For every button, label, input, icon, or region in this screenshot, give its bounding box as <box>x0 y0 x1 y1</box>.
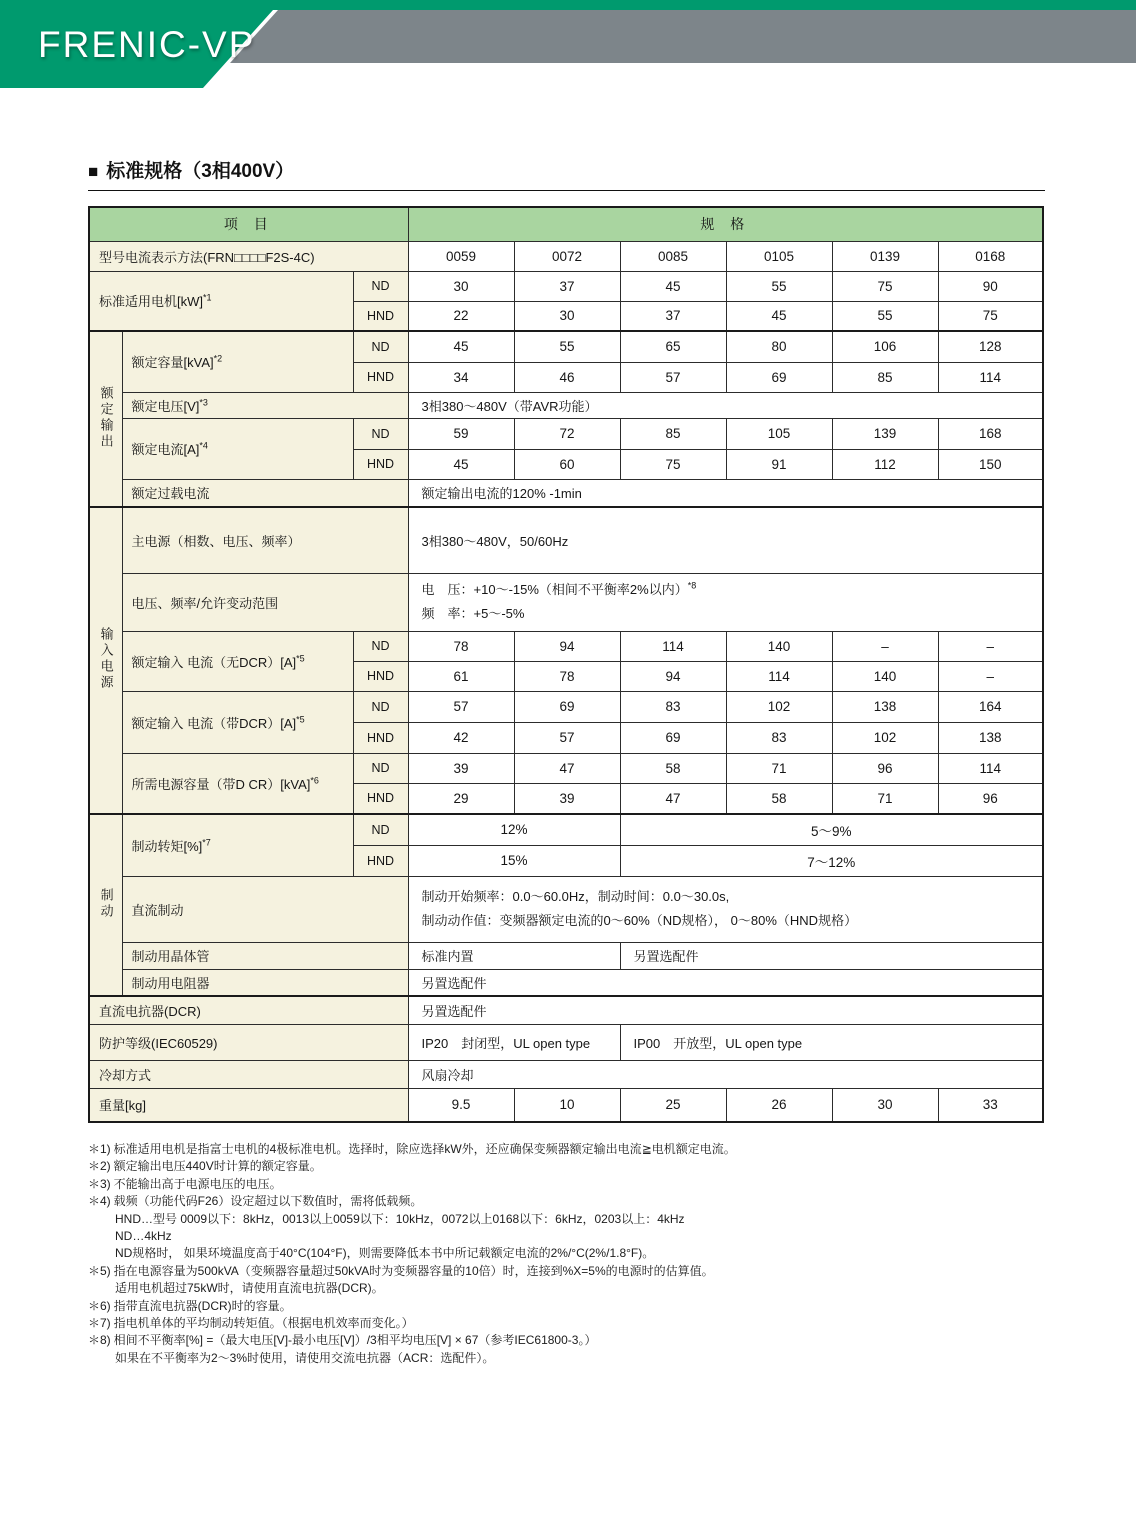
input-dcr-nd-value: 83 <box>620 691 726 722</box>
nd-label: ND <box>353 631 408 661</box>
section-rated-output <box>89 331 122 507</box>
fluctuation-line1-text: 电 压：+10～-15%（相间不平衡率2%以内） <box>421 581 688 597</box>
footnote-8-subline: 如果在不平衡率为2～3%时使用，请使用交流电抗器（ACR：选配件）。 <box>115 1350 495 1365</box>
required-capacity-hnd-value: 29 <box>408 783 514 814</box>
input-dcr-hnd-value: 57 <box>514 722 620 753</box>
hnd-label: HND <box>353 661 408 691</box>
model-value: 0105 <box>726 241 832 271</box>
braking-torque-nd-row <box>89 814 1043 845</box>
current-nd-row <box>89 418 1043 449</box>
input-no-dcr-hnd-value: 94 <box>620 661 726 691</box>
section-input-power <box>89 507 122 814</box>
dc-braking-value <box>408 876 1043 942</box>
nd-label: ND <box>353 691 408 722</box>
protection-left: IP20 封闭型，UL open type <box>408 1024 620 1060</box>
required-capacity-nd-value: 58 <box>620 753 726 783</box>
voltage-row-label <box>122 392 408 418</box>
footnote-4 <box>88 1193 1078 1210</box>
current-nd-value: 59 <box>408 418 514 449</box>
motor-label-text: 标准适用电机[kW] <box>99 294 203 310</box>
required-capacity-label-sup: *6 <box>310 775 319 786</box>
nd-label: ND <box>353 814 408 845</box>
nd-label: ND <box>353 271 408 301</box>
capacity-hnd-value: 114 <box>938 362 1043 392</box>
capacity-nd-value: 106 <box>832 331 938 362</box>
hnd-label: HND <box>353 301 408 331</box>
fluctuation-line2: 频 率：+5～-5% <box>421 606 525 621</box>
braking-resistor-value: 另置选配件 <box>408 969 1043 996</box>
motor-hnd-value: 55 <box>832 301 938 331</box>
capacity-nd-value: 45 <box>408 331 514 362</box>
weight-value: 25 <box>620 1088 726 1122</box>
spec-table <box>88 206 1044 1123</box>
input-no-dcr-hnd-value: 114 <box>726 661 832 691</box>
dcr-value: 另置选配件 <box>408 996 1043 1024</box>
required-capacity-hnd-value: 58 <box>726 783 832 814</box>
braking-torque-nd-left: 12% <box>408 814 620 845</box>
hnd-label: HND <box>353 362 408 392</box>
current-hnd-value: 150 <box>938 449 1043 479</box>
mains-row-label: 主电源（相数、电压、频率） <box>122 507 408 573</box>
current-hnd-value: 45 <box>408 449 514 479</box>
footnote-8-text: 相间不平衡率[%] =（最大电压[V]-最小电压[V]）/3相平均电压[V] × 67（参考IEC61800-3。） <box>113 1333 597 1348</box>
footnote-4-subline: ND规格时， 如果环境温度高于40°C(104°F)，则需要降低本书中所记载额定电流的2%/°C(2%/1.8°F)。 <box>115 1246 655 1261</box>
required-capacity-label-text: 所需电源容量（带D CR）[kVA] <box>131 776 311 792</box>
braking-torque-hnd-left: 15% <box>408 845 620 876</box>
motor-nd-value: 55 <box>726 271 832 301</box>
footnote-6 <box>88 1298 1078 1315</box>
motor-nd-value: 90 <box>938 271 1043 301</box>
capacity-hnd-value: 69 <box>726 362 832 392</box>
input-dcr-hnd-value: 42 <box>408 722 514 753</box>
nd-label: ND <box>353 331 408 362</box>
footnote-5 <box>88 1263 1078 1280</box>
cooling-row-label: 冷却方式 <box>89 1060 408 1088</box>
footnote-6-marker: ＊6) <box>88 1298 111 1313</box>
required-capacity-nd-value: 114 <box>938 753 1043 783</box>
required-capacity-nd-row <box>89 753 1043 783</box>
protection-row <box>89 1024 1043 1060</box>
hnd-label: HND <box>353 845 408 876</box>
dcr-row-label: 直流电抗器(DCR) <box>89 996 408 1024</box>
input-no-dcr-hnd-value: – <box>938 661 1043 691</box>
input-dcr-label-sup: *5 <box>296 714 305 725</box>
input-dcr-nd-row <box>89 691 1043 722</box>
footnote-7-text: 指电机单体的平均制动转矩值。（根据电机效率而变化。） <box>113 1315 414 1330</box>
footnote-4-text: 载频（功能代码F26）设定超过以下数值时，需将低载频。 <box>113 1194 423 1209</box>
input-dcr-nd-value: 57 <box>408 691 514 722</box>
current-row-label <box>122 418 353 479</box>
motor-hnd-value: 45 <box>726 301 832 331</box>
weight-row-label: 重量[kg] <box>89 1088 408 1122</box>
weight-value: 26 <box>726 1088 832 1122</box>
model-value: 0072 <box>514 241 620 271</box>
model-row-label: 型号电流表示方法(FRN□□□□F2S-4C) <box>89 241 408 271</box>
input-dcr-hnd-value: 138 <box>938 722 1043 753</box>
input-dcr-nd-value: 138 <box>832 691 938 722</box>
dc-braking-row <box>89 876 1043 942</box>
dc-braking-line1: 制动开始频率：0.0～60.0Hz，制动时间：0.0～30.0s, <box>421 888 730 904</box>
input-no-dcr-label-text: 额定输入 电流（无DCR）[A] <box>131 654 297 670</box>
fluctuation-line1 <box>422 578 1037 602</box>
dc-braking-line2: 制动动作值：变频器额定电流的0～60%（ND规格）， 0～80%（HND规格） <box>421 913 858 928</box>
footnote-1-marker: ＊1) <box>88 1142 111 1156</box>
voltage-value: 3相380～480V（带AVR功能） <box>408 392 1043 418</box>
current-hnd-value: 75 <box>620 449 726 479</box>
required-capacity-nd-value: 47 <box>514 753 620 783</box>
braking-torque-label-text: 制动转矩[%] <box>131 838 203 854</box>
braking-torque-hnd-right: 7～12% <box>620 845 1043 876</box>
hnd-label: HND <box>353 722 408 753</box>
overload-row <box>89 479 1043 507</box>
motor-nd-value: 30 <box>408 271 514 301</box>
required-capacity-nd-value: 96 <box>832 753 938 783</box>
input-no-dcr-nd-value: 114 <box>620 631 726 661</box>
dcr-row <box>89 996 1043 1024</box>
footnote-6-text: 指带直流电抗器(DCR)时的容量。 <box>113 1298 292 1313</box>
cooling-value: 风扇冷却 <box>408 1060 1043 1088</box>
input-no-dcr-nd-value: 78 <box>408 631 514 661</box>
motor-nd-value: 37 <box>514 271 620 301</box>
footnote-2 <box>88 1158 1078 1175</box>
footnote-3-marker: ＊3) <box>88 1176 111 1191</box>
input-dcr-nd-value: 164 <box>938 691 1043 722</box>
input-no-dcr-hnd-value: 61 <box>408 661 514 691</box>
section-braking-text: 制动 <box>98 887 114 920</box>
current-hnd-value: 91 <box>726 449 832 479</box>
nd-label: ND <box>353 418 408 449</box>
motor-hnd-value: 30 <box>514 301 620 331</box>
required-capacity-hnd-value: 47 <box>620 783 726 814</box>
page-title-text: 标准规格（3相400V） <box>106 161 295 182</box>
input-no-dcr-label-sup: *5 <box>296 653 305 664</box>
footnote-2-text: 额定输出电压440V时计算的额定容量。 <box>113 1159 322 1174</box>
input-dcr-hnd-value: 83 <box>726 722 832 753</box>
capacity-nd-value: 55 <box>514 331 620 362</box>
footnote-5-text: 指在电源容量为500kVA（变频器容量超过50kVA时为变频器容量的10倍）时，连接到%X=5%的电源时的估算值。 <box>113 1263 714 1278</box>
braking-transistor-left: 标准内置 <box>408 942 620 969</box>
current-hnd-value: 112 <box>832 449 938 479</box>
motor-hnd-value: 22 <box>408 301 514 331</box>
footnote-5-subline: 适用电机超过75kW时，请使用直流电抗器(DCR)。 <box>115 1281 384 1296</box>
mains-row <box>89 507 1043 573</box>
mains-value: 3相380～480V，50/60Hz <box>408 507 1043 573</box>
input-no-dcr-nd-value: 94 <box>514 631 620 661</box>
motor-hnd-value: 37 <box>620 301 726 331</box>
footnote-2-marker: ＊2) <box>88 1159 111 1174</box>
motor-label-sup: *1 <box>203 292 212 303</box>
input-dcr-label-text: 额定输入 电流（带DCR）[A] <box>131 715 297 731</box>
weight-value: 33 <box>938 1088 1043 1122</box>
fluctuation-row-label: 电压、频率/允许变动范围 <box>122 573 408 631</box>
current-label-text: 额定电流[A] <box>131 442 200 457</box>
footnote-5-marker: ＊5) <box>88 1263 111 1278</box>
capacity-hnd-value: 85 <box>832 362 938 392</box>
input-dcr-nd-value: 69 <box>514 691 620 722</box>
weight-value: 9.5 <box>408 1088 514 1122</box>
footnote-4-marker: ＊4) <box>88 1194 111 1209</box>
section-rated-output-text: 额定输出 <box>98 385 114 450</box>
braking-transistor-row <box>89 942 1043 969</box>
motor-nd-value: 75 <box>832 271 938 301</box>
input-dcr-nd-value: 102 <box>726 691 832 722</box>
footnotes-block <box>88 1141 1078 1367</box>
input-dcr-hnd-value: 102 <box>832 722 938 753</box>
model-value: 0139 <box>832 241 938 271</box>
required-capacity-nd-value: 39 <box>408 753 514 783</box>
weight-value: 10 <box>514 1088 620 1122</box>
motor-row-label <box>89 271 353 331</box>
capacity-hnd-value: 46 <box>514 362 620 392</box>
current-nd-value: 85 <box>620 418 726 449</box>
model-value: 0168 <box>938 241 1043 271</box>
capacity-label-sup: *2 <box>213 353 223 364</box>
braking-torque-nd-right: 5～9% <box>620 814 1043 845</box>
dc-braking-row-label: 直流制动 <box>122 876 408 942</box>
current-hnd-value: 60 <box>514 449 620 479</box>
header-banner <box>0 0 1136 96</box>
model-value: 0059 <box>408 241 514 271</box>
section-input-power-text: 输入电源 <box>98 627 114 691</box>
motor-nd-row <box>89 271 1043 301</box>
footnote-4-subline: HND…型号 0009以下：8kHz，0013以上0059以下：10kHz，0072以上0168以下：6kHz，0203以上：4kHz <box>115 1211 685 1226</box>
required-capacity-hnd-value: 71 <box>832 783 938 814</box>
motor-hnd-value: 75 <box>938 301 1043 331</box>
nd-label: ND <box>353 753 408 783</box>
title-square-bullet-icon: ■ <box>88 162 99 181</box>
footnote-1-text: 标准适用电机是指富士电机的4极标准电机。选择时，除应选择kW外，还应确保变频器额定输出电流≧电机额定电流。 <box>113 1142 736 1156</box>
header-spec: 规 格 <box>408 207 1043 241</box>
table-header-row <box>89 207 1043 241</box>
section-braking <box>89 814 122 996</box>
current-nd-value: 105 <box>726 418 832 449</box>
brand-logo: FRENIC-VP <box>38 24 256 65</box>
capacity-nd-value: 65 <box>620 331 726 362</box>
motor-nd-value: 45 <box>620 271 726 301</box>
voltage-row <box>89 392 1043 418</box>
fluctuation-row <box>89 573 1043 631</box>
input-dcr-hnd-value: 69 <box>620 722 726 753</box>
weight-value: 30 <box>832 1088 938 1122</box>
input-no-dcr-nd-value: 140 <box>726 631 832 661</box>
overload-value: 额定输出电流的120% -1min <box>408 479 1043 507</box>
hnd-label: HND <box>353 449 408 479</box>
input-no-dcr-nd-value: – <box>938 631 1043 661</box>
required-capacity-hnd-value: 39 <box>514 783 620 814</box>
hnd-label: HND <box>353 783 408 814</box>
header-item: 项 目 <box>89 207 408 241</box>
fluctuation-line1-sup: *8 <box>687 580 697 591</box>
footnote-1 <box>88 1141 1078 1158</box>
capacity-row-label <box>122 331 353 392</box>
footnote-4-subline: ND…4kHz <box>115 1228 172 1243</box>
protection-right: IP00 开放型，UL open type <box>620 1024 1043 1060</box>
required-capacity-row-label <box>122 753 353 814</box>
braking-torque-label-sup: *7 <box>202 837 211 848</box>
required-capacity-nd-value: 71 <box>726 753 832 783</box>
capacity-hnd-value: 57 <box>620 362 726 392</box>
overload-row-label: 额定过载电流 <box>122 479 408 507</box>
capacity-nd-value: 80 <box>726 331 832 362</box>
capacity-hnd-value: 34 <box>408 362 514 392</box>
voltage-label-text: 额定电压[V] <box>131 398 200 414</box>
input-dcr-row-label <box>122 691 353 753</box>
input-no-dcr-row-label <box>122 631 353 691</box>
current-nd-value: 72 <box>514 418 620 449</box>
footnote-3-text: 不能输出高于电源电压的电压。 <box>113 1176 282 1191</box>
capacity-nd-row <box>89 331 1043 362</box>
required-capacity-hnd-value: 96 <box>938 783 1043 814</box>
braking-resistor-row-label: 制动用电阻器 <box>122 969 408 996</box>
input-no-dcr-nd-value: – <box>832 631 938 661</box>
footnote-7 <box>88 1315 1078 1332</box>
braking-resistor-row <box>89 969 1043 996</box>
voltage-label-sup: *3 <box>199 397 208 408</box>
protection-row-label: 防护等级(IEC60529) <box>89 1024 408 1060</box>
footnote-8 <box>88 1332 1078 1349</box>
footnote-7-marker: ＊7) <box>88 1315 111 1330</box>
capacity-nd-value: 128 <box>938 331 1043 362</box>
cooling-row <box>89 1060 1043 1088</box>
current-nd-value: 139 <box>832 418 938 449</box>
input-no-dcr-hnd-value: 140 <box>832 661 938 691</box>
braking-torque-row-label <box>122 814 353 876</box>
model-row <box>89 241 1043 271</box>
page-title <box>88 156 1045 191</box>
current-label-sup: *4 <box>199 440 208 451</box>
footnote-8-marker: ＊8) <box>88 1333 111 1348</box>
fluctuation-value <box>408 573 1043 631</box>
weight-row <box>89 1088 1043 1122</box>
capacity-label-text: 额定容量[kVA] <box>131 355 214 371</box>
braking-transistor-right: 另置选配件 <box>620 942 1043 969</box>
braking-transistor-row-label: 制动用晶体管 <box>122 942 408 969</box>
model-value: 0085 <box>620 241 726 271</box>
current-nd-value: 168 <box>938 418 1043 449</box>
input-no-dcr-nd-row <box>89 631 1043 661</box>
footnote-3 <box>88 1176 1078 1193</box>
input-no-dcr-hnd-value: 78 <box>514 661 620 691</box>
